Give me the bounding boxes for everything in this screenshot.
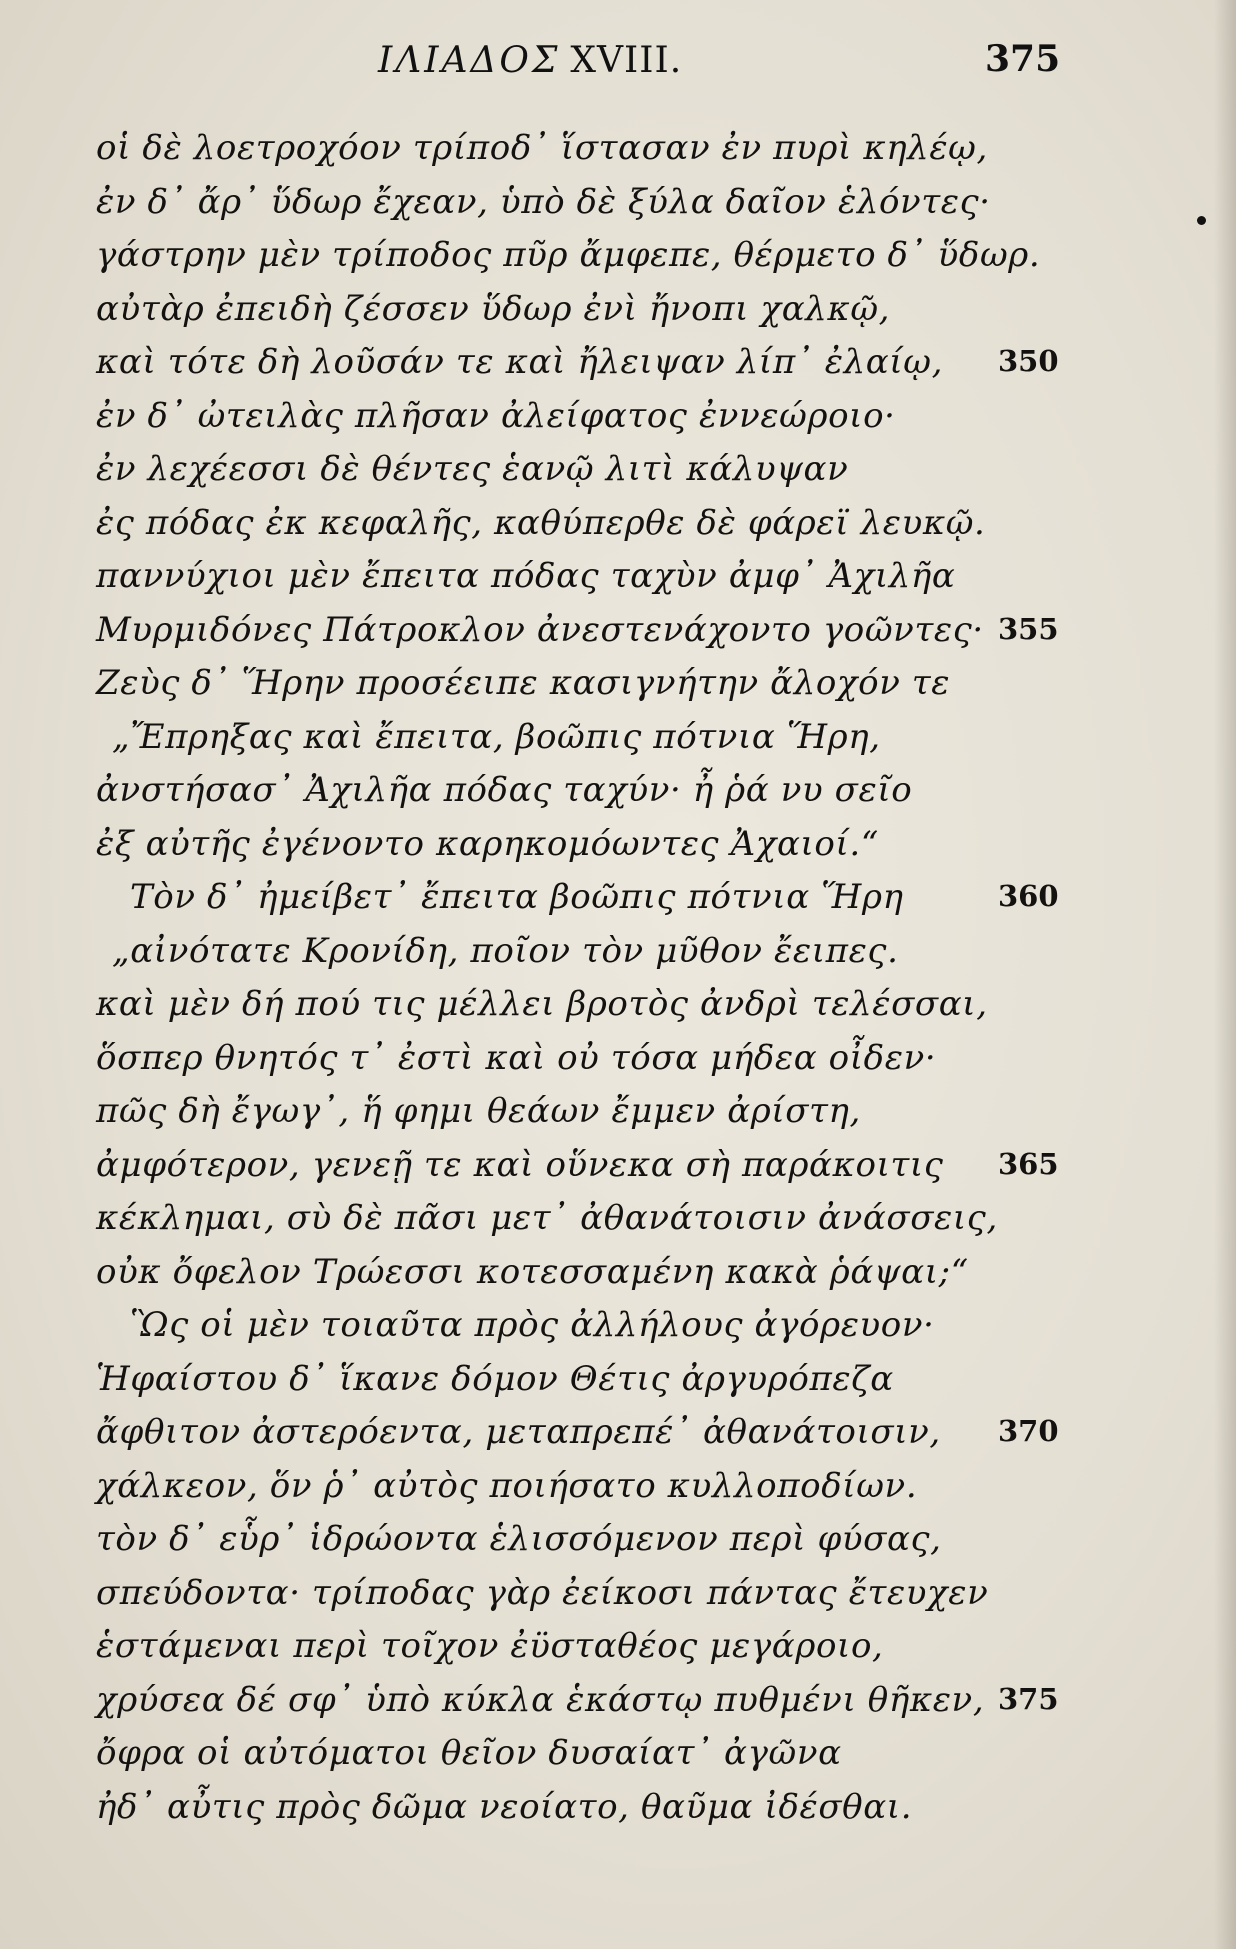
- verse-line: [0, 1244, 1236, 1298]
- line-number: 375: [998, 1681, 1059, 1716]
- verse-text: „Ἔπρηξας καὶ ἔπειτα, βοῶπις πότνια Ἥρη,: [112, 716, 881, 757]
- verse-line: [0, 1030, 1236, 1084]
- verse-text: Ἡφαίστου δ᾽ ἵκανε δόμον Θέτις ἀργυρόπεζα: [96, 1358, 894, 1399]
- verse-line: [0, 174, 1236, 228]
- verse-line: [0, 495, 1236, 549]
- verse-text: καὶ τότε δὴ λοῦσάν τε καὶ ἤλειψαν λίπ᾽ ἐλαίῳ,: [96, 342, 944, 382]
- verse-text: ἀμφότερον, γενεῇ τε καὶ οὕνεκα σὴ παράκοιτις: [96, 1144, 944, 1185]
- verse-text: Ὣς οἱ μὲν τοιαῦτα πρὸς ἀλλήλους ἀγόρευον·: [130, 1305, 935, 1345]
- verse-line: [0, 1190, 1236, 1244]
- verse-text: ἐν δ᾽ ἄρ᾽ ὕδωρ ἔχεαν, ὑπὸ δὲ ξύλα δαῖον ἑλόντες·: [96, 181, 991, 222]
- verse-text: τὸν δ᾽ εὗρ᾽ ἱδρώοντα ἑλισσόμενον περὶ φύσας,: [96, 1519, 942, 1559]
- verse-text: Μυρμιδόνες Πάτροκλον ἀνεστενάχοντο γοῶντες·: [96, 609, 984, 650]
- verse-line: [0, 120, 1236, 174]
- verse-line: [0, 1137, 1236, 1191]
- verse-line: [0, 709, 1236, 763]
- verse-text: ἐν δ᾽ ὠτειλὰς πλῆσαν ἀλείφατος ἐννεώροιο·: [96, 395, 896, 436]
- verse-line: [0, 923, 1236, 977]
- running-head: [0, 30, 1236, 100]
- verse-text: οἱ δὲ λοετροχόον τρίποδ᾽ ἵστασαν ἐν πυρὶ κηλέῳ,: [96, 128, 988, 168]
- line-number: 350: [998, 344, 1059, 378]
- line-number: 370: [998, 1414, 1059, 1448]
- verse-text: αὐτὰρ ἐπειδὴ ζέσσεν ὕδωρ ἐνὶ ἤνοπι χαλκῷ,: [96, 288, 891, 329]
- verse-text: ἄφθιτον ἀστερόεντα, μεταπρεπέ᾽ ἀθανάτοισιν,: [96, 1412, 941, 1452]
- verse-line: [0, 1725, 1236, 1779]
- verse-block: [0, 120, 1236, 1832]
- verse-text: χρύσεα δέ σφ᾽ ὑπὸ κύκλα ἑκάστῳ πυθμένι θῆκεν,: [96, 1679, 985, 1720]
- verse-line: [0, 869, 1236, 923]
- verse-line: [0, 548, 1236, 602]
- verse-line: [0, 816, 1236, 870]
- verse-text: Ζεὺς δ᾽ Ἥρην προσέειπε κασιγνήτην ἄλοχόν τε: [96, 663, 951, 703]
- verse-line: [0, 1618, 1236, 1672]
- verse-line: [0, 1779, 1236, 1833]
- verse-text: ἠδ᾽ αὖτις πρὸς δῶμα νεοίατο, θαῦμα ἰδέσθαι.: [96, 1786, 913, 1827]
- verse-line: [0, 1351, 1236, 1405]
- verse-line: [0, 334, 1236, 388]
- verse-line: [0, 388, 1236, 442]
- verse-text: ἐν λεχέεσσι δὲ θέντες ἑανῷ λιτὶ κάλυψαν: [96, 449, 849, 489]
- verse-text: καὶ μὲν δή πού τις μέλλει βροτὸς ἀνδρὶ τελέσσαι,: [96, 984, 988, 1024]
- verse-text: κέκλημαι, σὺ δὲ πᾶσι μετ᾽ ἀθανάτοισιν ἀνάσσεις,: [96, 1198, 998, 1238]
- verse-line: [0, 1511, 1236, 1565]
- verse-text: ὅσπερ θνητός τ᾽ ἐστὶ καὶ οὐ τόσα μήδεα οἶδεν·: [96, 1037, 937, 1078]
- verse-line: [0, 655, 1236, 709]
- verse-text: ἑστάμεναι περὶ τοῖχον ἐϋσταθέος μεγάροιο,: [96, 1626, 884, 1666]
- line-number: 365: [998, 1146, 1059, 1181]
- verse-text: οὐκ ὄφελον Τρώεσσι κοτεσσαμένη κακὰ ῥάψαι;“: [96, 1251, 969, 1292]
- running-title: [378, 40, 682, 81]
- verse-text: ἀνστήσασ᾽ Ἀχιλῆα πόδας ταχύν· ἦ ῥά νυ σεῖο: [96, 770, 913, 810]
- verse-line: [0, 1297, 1236, 1351]
- verse-line: [0, 1565, 1236, 1619]
- verse-text: ἐξ αὐτῆς ἐγένοντο καρηκομόωντες Ἀχαιοί.“: [96, 823, 879, 864]
- verse-line: [0, 281, 1236, 335]
- verse-line: [0, 602, 1236, 656]
- verse-text: παννύχιοι μὲν ἔπειτα πόδας ταχὺν ἀμφ᾽ Ἀχιλῆα: [96, 556, 956, 596]
- line-number: 355: [998, 611, 1059, 646]
- verse-text: ἐς πόδας ἐκ κεφαλῆς, καθύπερθε δὲ φάρεϊ λευκῷ.: [96, 502, 986, 543]
- work-title: ΙΛΙΑΔΟΣ: [378, 40, 561, 81]
- verse-text: χάλκεον, ὅν ῥ᾽ αὐτὸς ποιήσατο κυλλοποδίων.: [96, 1465, 918, 1506]
- verse-text: Τὸν δ᾽ ἠμείβετ᾽ ἔπειτα βοῶπις πότνια Ἥρη: [130, 877, 904, 917]
- verse-text: γάστρην μὲν τρίποδος πῦρ ἄμφεπε, θέρμετο δ᾽ ὕδωρ.: [96, 235, 1041, 275]
- verse-text: ὄφρα οἱ αὐτόματοι θεῖον δυσαίατ᾽ ἀγῶνα: [96, 1733, 842, 1773]
- verse-text: „αἰνότατε Κρονίδη, ποῖον τὸν μῦθον ἔειπες.: [112, 930, 899, 971]
- verse-line: [0, 441, 1236, 495]
- verse-line: [0, 1672, 1236, 1726]
- verse-text: σπεύδοντα· τρίποδας γὰρ ἐείκοσι πάντας ἔτευχεν: [96, 1572, 989, 1613]
- verse-text: πῶς δὴ ἔγωγ᾽, ἥ φημι θεάων ἔμμεν ἀρίστη,: [96, 1091, 861, 1131]
- verse-line: [0, 762, 1236, 816]
- verse-line: [0, 227, 1236, 281]
- line-number: 360: [998, 879, 1059, 913]
- verse-line: [0, 976, 1236, 1030]
- verse-line: [0, 1404, 1236, 1458]
- book-number: XVIII.: [570, 40, 683, 81]
- verse-line: [0, 1083, 1236, 1137]
- page-number: 375: [985, 38, 1061, 80]
- verse-line: [0, 1458, 1236, 1512]
